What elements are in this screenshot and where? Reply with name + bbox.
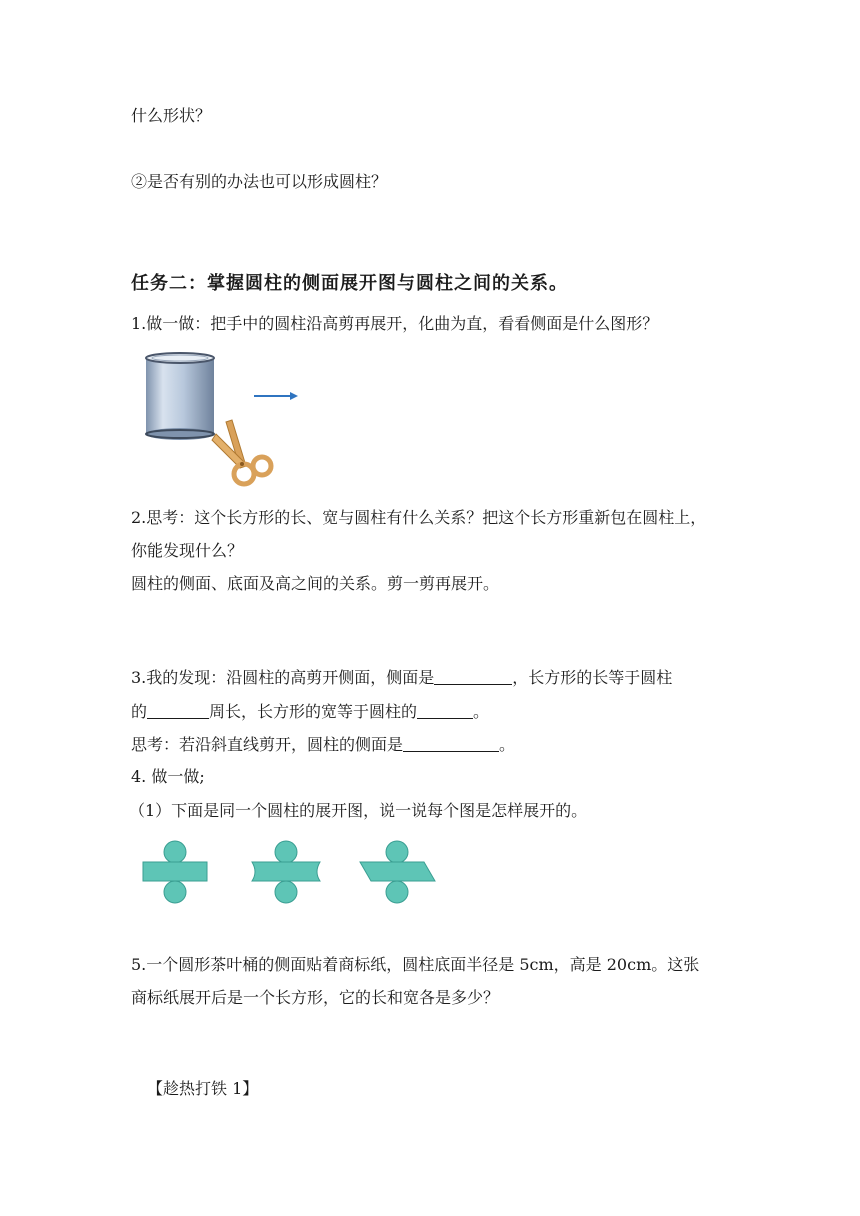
- item-5-line-2: 商标纸展开后是一个长方形，它的长和宽各是多少？: [131, 988, 500, 1007]
- item-2-line-2: 你能发现什么？: [131, 541, 244, 560]
- net-rectangle: [143, 841, 207, 903]
- blank-oblique-shape[interactable]: [403, 735, 499, 752]
- item-3-text-b: ，长方形的长等于圆柱: [512, 668, 673, 687]
- arrow-right-icon: [254, 392, 298, 400]
- scissors-icon: [212, 420, 271, 484]
- item-3-line-2: [131, 702, 489, 722]
- item-3-text-c: 的: [131, 702, 148, 721]
- net-parallelogram: [360, 841, 435, 903]
- item-5-line-1: 5.一个圆形茶叶桶的侧面贴着商标纸，圆柱底面半径是 5cm，高是 20cm。这张: [131, 955, 700, 974]
- item-4: 4. 做一做;: [131, 767, 205, 786]
- question-2: ②是否有别的办法也可以形成圆柱？: [131, 172, 388, 191]
- net-wavy-edge: [252, 841, 320, 903]
- think-text-b: 。: [499, 735, 516, 754]
- item-2-line-1: 2.思考：这个长方形的长、宽与圆柱有什么关系？把这个长方形重新包在圆柱上，: [131, 508, 707, 527]
- cylinder-cut-figure: [140, 350, 310, 492]
- item-3-text-d: 周长，长方形的宽等于圆柱的: [209, 702, 418, 721]
- item-3-text-a: 3.我的发现：沿圆柱的高剪开侧面，侧面是: [131, 668, 435, 687]
- item-3-line-1: [131, 668, 672, 688]
- item-4-sub-1: （1）下面是同一个圆柱的展开图，说一说每个图是怎样展开的。: [129, 801, 588, 820]
- cylinder-nets-figure: [138, 836, 448, 910]
- blank-circumference[interactable]: [147, 702, 209, 719]
- blank-width[interactable]: [417, 702, 473, 719]
- task-2-heading: 任务二：掌握圆柱的侧面展开图与圆柱之间的关系。: [131, 273, 568, 294]
- item-3-text-e: 。: [473, 702, 490, 721]
- practice-heading: 【趁热打铁 1】: [147, 1079, 259, 1098]
- question-1-tail: 什么形状？: [131, 106, 212, 125]
- cylinder-can-icon: [146, 353, 214, 440]
- item-2-line-3: 圆柱的侧面、底面及高之间的关系。剪一剪再展开。: [131, 574, 500, 593]
- think-line: [131, 735, 515, 755]
- item-1: 1.做一做：把手中的圆柱沿高剪再展开，化曲为直，看看侧面是什么图形？: [131, 314, 659, 333]
- blank-lateral-shape[interactable]: [434, 668, 512, 685]
- think-text-a: 思考：若沿斜直线剪开，圆柱的侧面是: [131, 735, 404, 754]
